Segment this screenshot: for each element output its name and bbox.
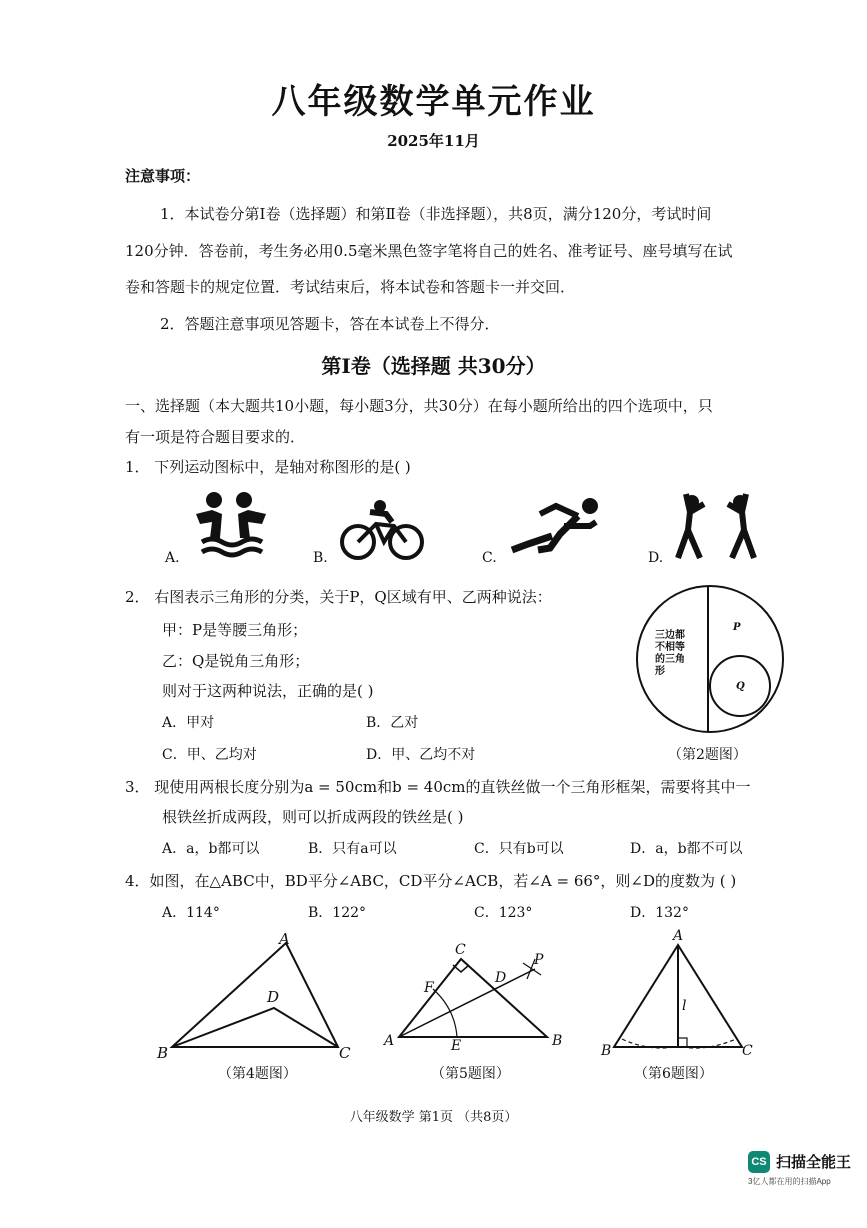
q2-option-a: A．甲对 [162,715,215,731]
q3-option-c: C．只有b可以 [474,841,564,857]
page-title: 八年级数学单元作业 [271,82,596,122]
fig5-label-d: D [495,970,507,986]
fig5-label-e: E [451,1038,462,1054]
fig6-label-a: A [673,928,684,944]
fig5-label-c: C [455,942,466,958]
fig6-label-b: B [601,1043,612,1059]
swimming-icon [192,490,272,560]
q3-stem-line2: 根铁丝折成两段，则可以折成两段的铁丝是( ) [162,808,464,826]
figure-4-caption: （第4题图） [218,1066,297,1082]
fig4-label-a: A [279,930,290,948]
notice-p1-line3: 卷和答题卡的规定位置．考试结束后，将本试卷和答题卡一并交回． [125,278,576,296]
figure-6-isosceles [608,935,748,1055]
fig5-label-f: F [424,980,434,996]
notice-p1-line2: 120分钟．答卷前，考生务必用0.5毫米黑色签字笔将自己的姓名、准考证号、座号填写在试 [125,242,733,260]
section-intro-line1: 一、选择题（本大题共10小题，每小题3分，共30分）在每小题所给出的四个选项中，只 [125,397,713,415]
q2-label-q: Q [736,681,745,692]
exercise-icon [674,490,760,562]
figure-6-caption: （第6题图） [634,1066,713,1082]
watermark-name: 扫描全能王 [776,1154,852,1171]
q4-stem: 4．如图，在△ABC中，BD平分∠ABC，CD平分∠ACB，若∠A = 66°，则∠D的度数为 ( ) [125,872,737,890]
page-footer: 八年级数学 第1页 （共8页） [349,1110,518,1125]
q3-stem-line1: 3． 现使用两根长度分别为a = 50cm和b = 40cm的直铁丝做一个三角形框架，需要将其中一 [125,778,751,796]
figure-4-triangle [150,925,360,1065]
fig4-label-d: D [267,988,280,1006]
q1-option-c: C. [482,550,497,566]
q1-option-b: B. [313,550,328,566]
q4-option-a: A．114° [162,905,220,921]
fig5-label-p: P [534,952,544,968]
q2-option-b: B．乙对 [366,715,419,731]
exam-date: 2025年11月 [387,132,480,150]
q3-option-d: D．a，b都不可以 [630,841,743,857]
q2-ask: 则对于这两种说法，正确的是( ) [162,682,374,700]
q2-option-d: D．甲、乙均不对 [366,747,476,763]
q1-option-a: A. [165,550,180,566]
fig5-label-b: B [552,1033,563,1049]
camscanner-logo-icon: CS [748,1151,770,1173]
q4-option-c: C．123° [474,905,533,921]
q4-option-d: D．132° [630,905,689,921]
cycling-icon [340,498,425,562]
fig4-label-b: B [157,1044,169,1062]
q4-option-b: B．122° [308,905,367,921]
q1-stem: 1． 下列运动图标中，是轴对称图形的是( ) [125,458,411,476]
q2-label-p: P [733,622,741,633]
running-icon [508,492,600,558]
q2-option-c: C．甲、乙均对 [162,747,257,763]
q2-statement-jia: 甲：P是等腰三角形； [162,621,308,639]
notice-p2: 2．答题注意事项见答题卡，答在本试卷上不得分． [160,315,500,333]
fig6-label-l: l [682,998,687,1014]
notice-heading: 注意事项： [125,167,201,185]
watermark-tagline: 3亿人都在用的扫描App [748,1177,831,1186]
fig6-label-c: C [742,1043,753,1059]
q3-option-b: B．只有a可以 [308,841,397,857]
section-title: 第Ⅰ卷（选择题 共30分） [321,354,546,378]
q2-figure-caption: （第2题图） [668,747,747,763]
q2-statement-yi: 乙：Q是锐角三角形； [162,652,310,670]
q1-option-d: D. [648,550,664,566]
notice-p1-line1: 1．本试卷分第Ⅰ卷（选择题）和第Ⅱ卷（非选择题），共8页，满分120分，考试时间 [160,205,712,223]
section-intro-line2: 有一项是符合题目要求的． [125,428,306,446]
q3-option-a: A．a，b都可以 [162,841,260,857]
figure-5-caption: （第5题图） [431,1066,510,1082]
q2-stem: 2． 右图表示三角形的分类，关于P，Q区域有甲、乙两种说法： [125,588,552,606]
q2-region-scalene: 三边都 不相等 的三角 形 [655,630,685,677]
fig4-label-c: C [339,1044,351,1062]
fig5-label-a: A [384,1033,395,1049]
